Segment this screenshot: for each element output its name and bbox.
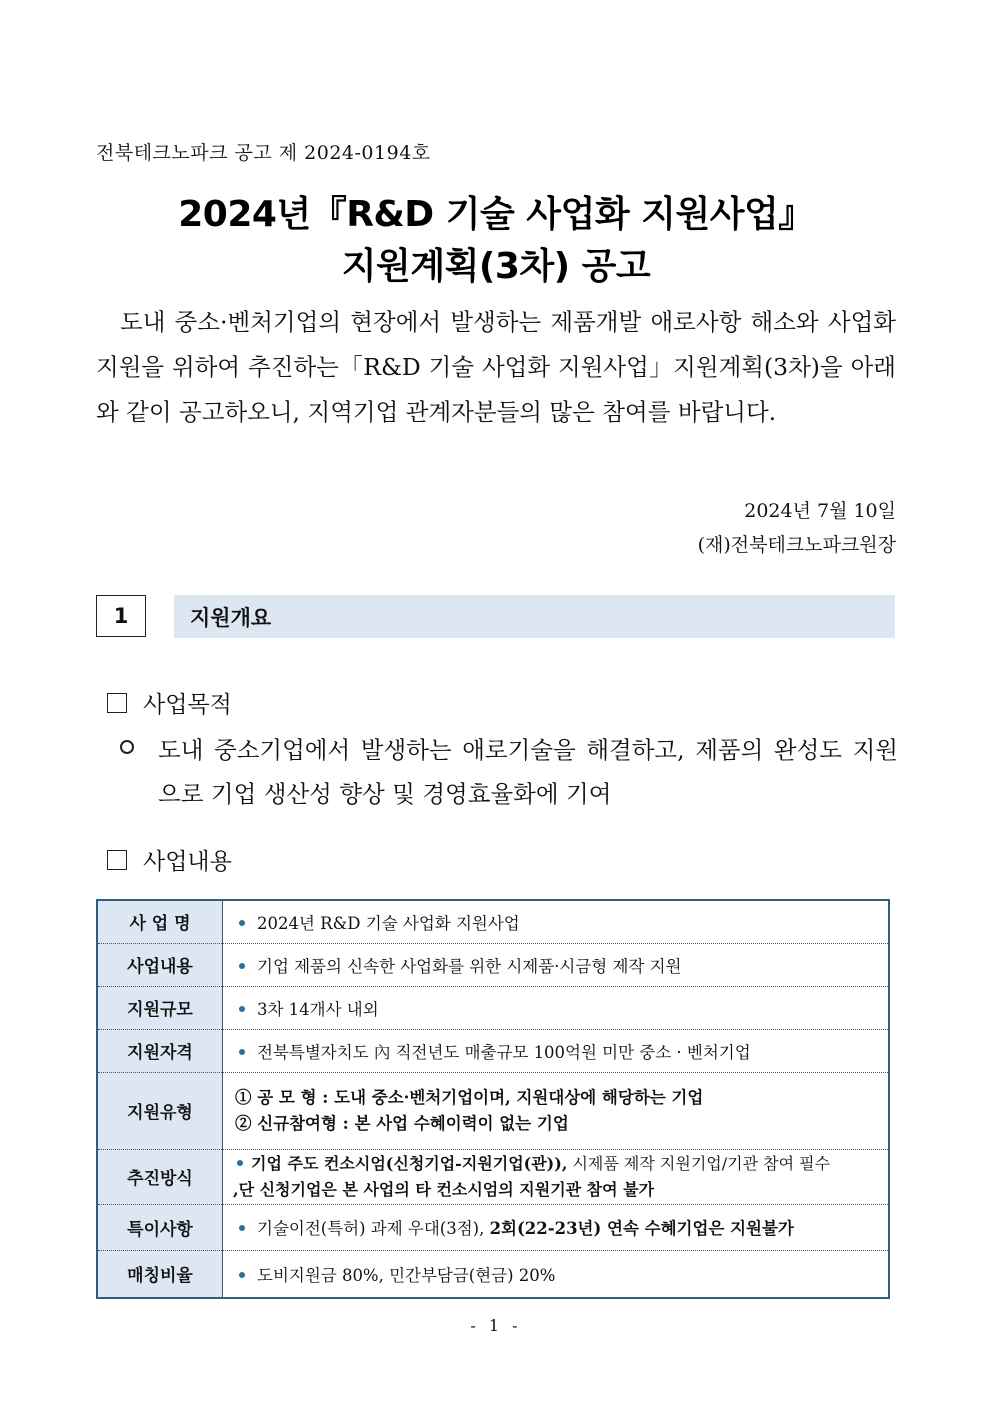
- row-value: [223, 943, 890, 986]
- purpose-heading-text: 사업목적: [143, 692, 232, 718]
- notice-number: 전북테크노파크 공고 제 2024-0194호: [96, 142, 431, 164]
- special-normal: 기술이전(특허) 과제 우대(3점),: [257, 1219, 490, 1238]
- row-label: 매칭비율: [97, 1250, 223, 1298]
- dot-bullet-icon: [239, 1006, 245, 1012]
- row-value: [223, 1149, 890, 1204]
- value-text: 기업 제품의 신속한 사업화를 위한 시제품·시금형 제작 지원: [257, 956, 682, 976]
- purpose-item: [120, 728, 898, 816]
- value-text: 도비지원금 80%, 민간부담금(현금) 20%: [257, 1265, 556, 1285]
- row-value: [223, 1204, 890, 1250]
- square-bullet-icon: [107, 693, 127, 713]
- row-label: 사 업 명: [97, 900, 223, 943]
- type-item: ① 공 모 형 : 도내 중소·벤처기업이며, 지원대상에 해당하는 기업: [235, 1087, 704, 1107]
- purpose-heading: [107, 686, 232, 719]
- value-text: 전북특별자치도 內 직전년도 매출규모 100억원 미만 중소 · 벤처기업: [257, 1042, 751, 1062]
- content-heading: [107, 843, 232, 876]
- circle-bullet-icon: [120, 740, 134, 754]
- dot-bullet-icon: [237, 1160, 243, 1166]
- method-line-2: ,단 신청기업은 본 사업의 타 컨소시엄의 지원기관 참여 불가: [233, 1179, 655, 1199]
- dot-bullet-icon: [239, 1272, 245, 1278]
- page-number: - 1 -: [470, 1316, 522, 1335]
- notice-date: 2024년 7월 10일: [744, 500, 896, 522]
- content-heading-text: 사업내용: [143, 849, 232, 875]
- dot-bullet-icon: [239, 920, 245, 926]
- dot-bullet-icon: [239, 1049, 245, 1055]
- row-value: [223, 900, 890, 943]
- table-row: [97, 943, 889, 986]
- purpose-text: 도내 중소기업에서 발생하는 애로기술을 해결하고, 제품의 완성도 지원으로 기업 생산성 향상 및 경영효율화에 기여: [158, 736, 898, 808]
- row-label: 지원자격: [97, 1029, 223, 1072]
- dot-bullet-icon: [239, 1225, 245, 1231]
- row-label: 추진방식: [97, 1149, 223, 1204]
- row-value: [223, 1029, 890, 1072]
- method-bold: 기업 주도 컨소시엄(신청기업-지원기업(관)),: [251, 1153, 568, 1173]
- section-title: 지원개요: [174, 595, 895, 638]
- title-line-1: 2024년『R&D 기술 사업화 지원사업』: [178, 194, 814, 235]
- overview-table: [96, 899, 890, 1299]
- table-row: [97, 900, 889, 943]
- row-value: [223, 1072, 890, 1149]
- intro-paragraph: [96, 300, 896, 435]
- special-bold: 2회(22-23년) 연속 수혜기업은 지원불가: [489, 1219, 794, 1238]
- type-item: ② 신규참여형 : 본 사업 수혜이력이 없는 기업: [235, 1113, 569, 1133]
- row-label: 지원유형: [97, 1072, 223, 1149]
- table-row: [97, 1250, 889, 1298]
- value-text: 3차 14개사 내외: [257, 999, 379, 1019]
- row-value: [223, 986, 890, 1029]
- row-label: 지원규모: [97, 986, 223, 1029]
- section-number: 1: [96, 595, 146, 637]
- title-line-2: 지원계획(3차) 공고: [341, 246, 651, 287]
- intro-text: 도내 중소·벤처기업의 현장에서 발생하는 제품개발 애로사항 해소와 사업화 지원을 위하여 추진하는「R&D 기술 사업화 지원사업」지원계획(3차)을 아래와 같이 공고하오니, 지역기업 관계자분들의 많은 참여를 바랍니다.: [96, 308, 896, 426]
- table-row: [97, 986, 889, 1029]
- row-label: 사업내용: [97, 943, 223, 986]
- table-row: [97, 1029, 889, 1072]
- method-rest: 시제품 제작 지원기업/기관 참여 필수: [567, 1153, 831, 1173]
- row-label: 특이사항: [97, 1204, 223, 1250]
- issuer: (재)전북테크노파크원장: [697, 534, 896, 556]
- dot-bullet-icon: [239, 963, 245, 969]
- table-row: [97, 1072, 889, 1149]
- table-row: [97, 1149, 889, 1204]
- square-bullet-icon: [107, 850, 127, 870]
- row-value: [223, 1250, 890, 1298]
- value-text: 2024년 R&D 기술 사업화 지원사업: [257, 913, 520, 933]
- table-row: [97, 1204, 889, 1250]
